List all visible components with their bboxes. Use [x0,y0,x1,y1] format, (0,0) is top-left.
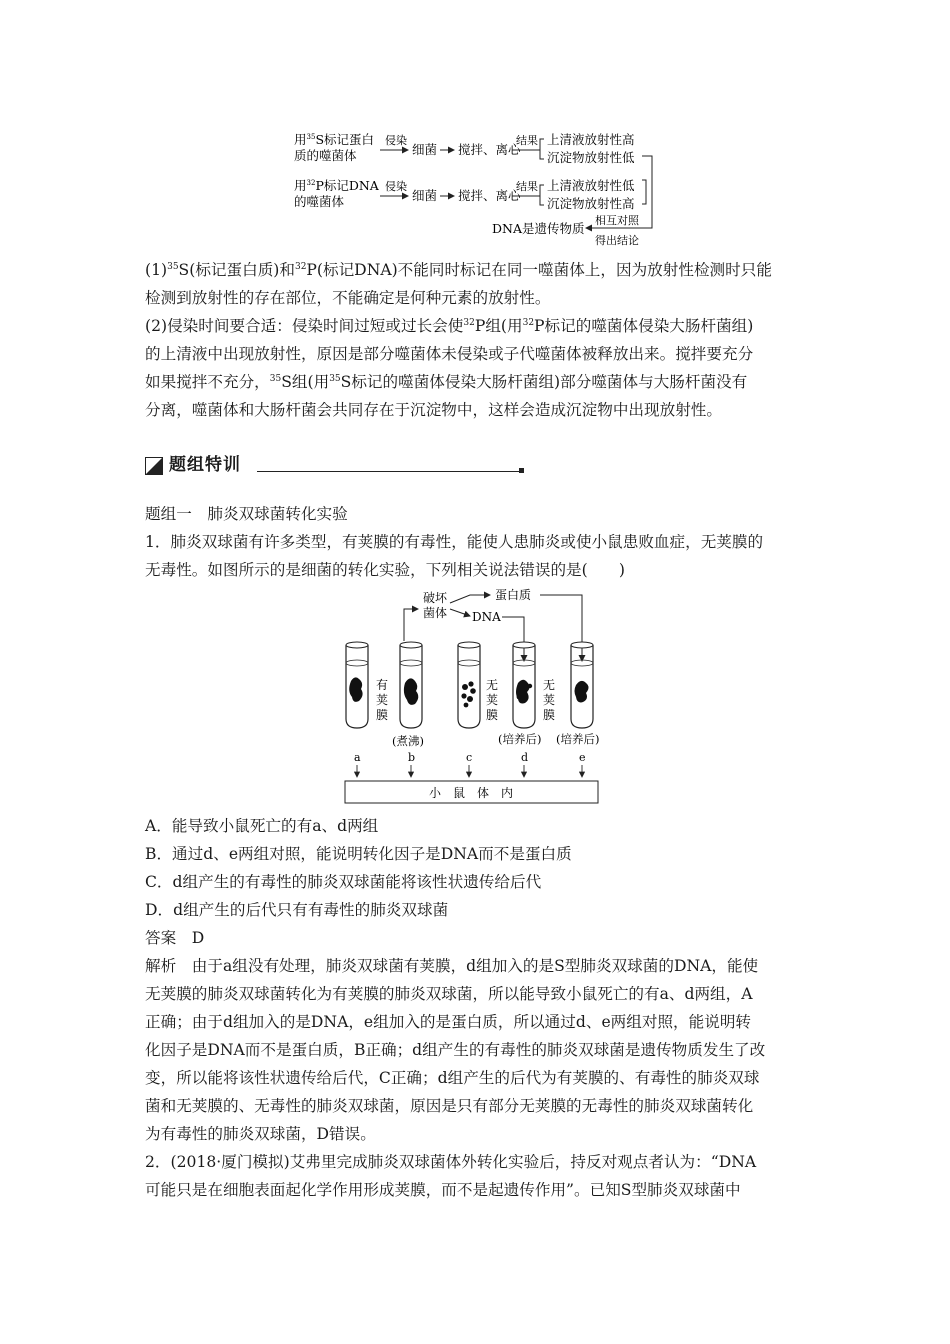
tube-b [400,642,422,728]
row2-out2: 沉淀物放射性高 [547,196,635,211]
options [145,812,810,952]
section-rule [257,471,519,472]
boil-to-destroy-arrow [404,609,418,641]
cultured-caption-e: (培养后) [556,732,600,746]
capsule-label-3: 膜 [376,708,389,722]
section-marker-icon [145,457,163,475]
label-a: a [354,751,361,764]
row2-infect: 侵染 [385,180,407,193]
analysis: 解析 由于a组没有处理，肺炎双球菌有荚膜，d组加入的是S型肺炎双球菌的DNA，能使 无荚膜的肺炎双球菌转化为有荚膜的肺炎双球菌，所以能导致小鼠死亡的有a、d两组，A 正确；由于d组加入的是DNA，e组加入的是蛋白质，所以通过d、e两组对照，能说明转 化因子是DNA而不是蛋白质，B正确；d组产生的有毒性的肺炎双球菌是遗传物质发生了改 变，所以能将该性状遗传给后代，C正确；d组产生的后代为有荚膜的、有毒性的肺炎双球 菌和无荚膜的、无毒性的肺炎双球菌，原因是只有部分无荚膜的无毒性的肺炎双球菌转化 为有毒性的肺炎双球菌，D错误。 [145,957,766,1143]
row2-bacteria: 细菌 [412,188,438,203]
destroy-label-1: 破坏 [423,591,448,605]
protein-to-e-arrow [540,595,582,661]
section-title: 题组特训 [169,455,241,475]
section-rule-end [519,468,524,473]
question-1: 题组一 肺炎双球菌转化实验 1．肺炎双球菌有许多类型，有荚膜的有毒性，能使人患肺炎或使小鼠患败血症，无荚膜的 无毒性。如图所示的是细菌的转化实验，下列相关说法错误的是( ) [145,500,810,584]
destroy-to-dna-arrow [450,609,470,616]
tube-c [458,642,480,728]
no-capsule-label-c-2: 荚 [486,693,499,707]
row2-bracket [540,185,544,205]
row1-label-2: 质的噬菌体 [294,148,357,163]
row1-label: 用$^{35}$S标记蛋白 [294,132,375,147]
option-b: B．通过d、e两组对照，能说明转化因子是DNA而不是蛋白质 [145,845,572,863]
option-d: D．d组产生的后代只有有毒性的肺炎双球菌 [145,901,449,919]
row1-bracket [540,139,544,159]
label-b: b [408,751,416,764]
capsule-label-1: 有 [376,678,389,692]
row2-label-2: 的噬菌体 [294,194,345,209]
option-a: A．能导致小鼠死亡的有a、d两组 [145,817,379,835]
no-capsule-label-e-2: 荚 [543,693,556,707]
cultured-caption-d: (培养后) [498,732,542,746]
row2-out1: 上清液放射性低 [547,178,635,193]
label-e: e [579,751,586,764]
mouse-label: 小 鼠 体 内 [428,786,514,800]
label-c: c [466,751,473,764]
boiled-caption: (煮沸) [392,734,424,748]
row1-out1: 上清液放射性高 [547,132,635,147]
compare-text-2: 得出结论 [595,234,639,247]
row2-label: 用$^{32}$P标记DNA [294,178,379,193]
destroy-label-2: 菌体 [423,606,448,620]
question-2: 2．(2018·厦门模拟)艾弗里完成肺炎双球菌体外转化实验后，持反对观点者认为：“DNA 可能只是在细胞表面起化学作用形成荚膜，而不是起遗传作用”。已知S型肺炎双球菌中 [145,1153,757,1199]
tube-a [346,642,368,728]
phage-experiment-diagram [290,128,670,250]
dna-label: DNA [472,610,501,624]
compare-text-1: 相互对照 [595,214,639,227]
conclusion-text: DNA是遗传物质 [492,221,585,236]
compare-bracket-2 [642,180,646,204]
row1-bacteria: 细菌 [412,142,438,157]
row2-stir: 搅拌、离心 [458,188,521,203]
group-title: 题组一 肺炎双球菌转化实验 [145,505,348,523]
capsule-label-2: 荚 [376,693,389,707]
label-d: d [521,751,529,764]
no-capsule-label-e-3: 膜 [543,708,556,722]
transformation-figure [340,583,610,808]
answer: 答案 D [145,929,205,947]
row2-result: 结果 [516,180,538,193]
row1-infect: 侵染 [385,134,407,147]
note-2: (2)侵染时间要合适：侵染时间过短或过长会使$^{32}$P组(用$^{32}$P标记的噬菌体侵染大肠杆菌组) 的上清液中出现放射性，原因是部分噬菌体未侵染或子代噬菌体被释放出来。搅拌要充分 如果搅拌不充分，$^{35}$S组(用$^{35}$S标记的噬菌体侵染大肠杆菌组)部分噬菌体与大肠杆菌没有 分离，噬菌体和大肠杆菌会共同存在于沉淀物中，这样会造成沉淀物中出现放射性。 [145,317,754,419]
no-capsule-label-c-1: 无 [486,678,499,692]
no-capsule-label-e-1: 无 [543,678,556,692]
no-capsule-label-c-3: 膜 [486,708,499,722]
protein-label: 蛋白质 [495,588,532,602]
section-heading [145,452,535,478]
destroy-to-protein-arrow [450,595,490,603]
option-c: C．d组产生的有毒性的肺炎双球菌能将该性状遗传给后代 [145,873,542,891]
row1-out2: 沉淀物放射性低 [547,150,635,165]
note-1: $(1)^{35}S$(标记蛋白质)和$^{32}$P(标记DNA)不能同时标记在同一噬菌体上，因为放射性检测时只能 检测到放射性的存在部位，不能确定是何种元素的放射性。 [145,261,772,307]
row1-result: 结果 [516,134,538,147]
row1-stir: 搅拌、离心 [458,142,521,157]
